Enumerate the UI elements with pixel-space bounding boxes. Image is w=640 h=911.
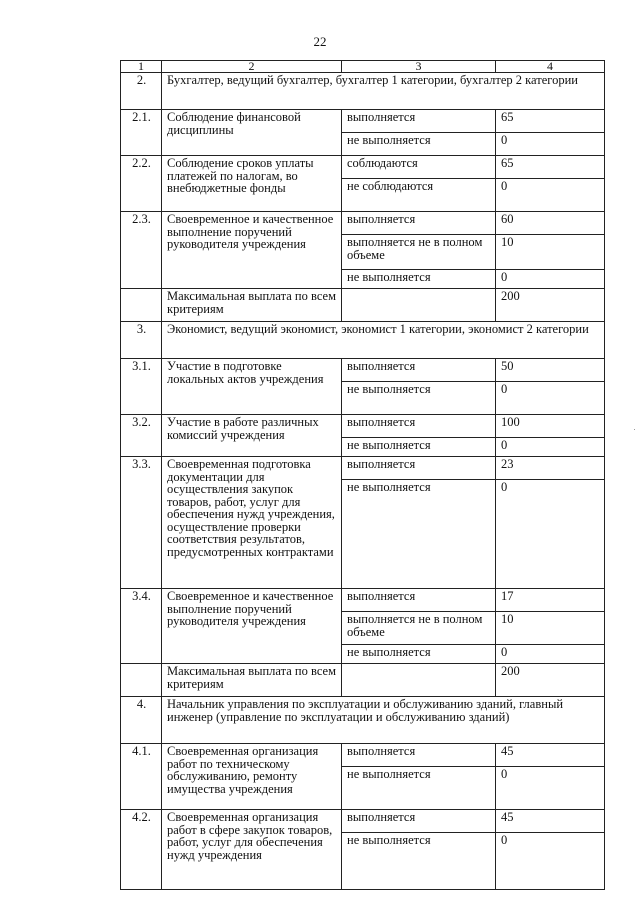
header-cell-4: 4 xyxy=(496,61,605,73)
criterion-row xyxy=(121,359,605,382)
points-cell: 10 xyxy=(496,235,605,270)
header-cell-3: 3 xyxy=(342,61,496,73)
points-cell: 0 xyxy=(496,382,605,415)
max-payment-row xyxy=(121,289,605,322)
section-row xyxy=(121,73,605,110)
points-cell: 10 xyxy=(496,612,605,645)
condition-cell: выполняется xyxy=(342,589,496,612)
header-row xyxy=(121,61,605,73)
points-cell: 0 xyxy=(496,133,605,156)
page-number: 22 xyxy=(313,34,327,49)
condition-cell: соблюдаются xyxy=(342,156,496,179)
criterion-text: Своевременная организация работ по техническому обслуживанию, ремонту имущества учреждения xyxy=(162,744,342,810)
section-number: 3. xyxy=(121,322,162,359)
criterion-number: 2.3. xyxy=(121,212,162,289)
max-payment-number xyxy=(121,664,162,697)
condition-cell: выполняется xyxy=(342,415,496,438)
condition-cell: не выполняется xyxy=(342,438,496,457)
section-title: Начальник управления по эксплуатации и обслуживанию зданий, главный инженер (управление по эксплуатации и обслуживанию зданий) xyxy=(162,697,605,744)
max-payment-label: Максимальная выплата по всем критериям xyxy=(162,289,342,322)
section-title: Бухгалтер, ведущий бухгалтер, бухгалтер 1 категории, бухгалтер 2 категории xyxy=(162,73,605,110)
criterion-row xyxy=(121,415,605,438)
condition-cell: выполняется xyxy=(342,744,496,767)
condition-cell: не выполняется xyxy=(342,382,496,415)
condition-cell: выполняется xyxy=(342,359,496,382)
criterion-row xyxy=(121,589,605,612)
criterion-row xyxy=(121,110,605,133)
section-row xyxy=(121,697,605,744)
points-cell: 23 xyxy=(496,457,605,480)
criterion-row xyxy=(121,457,605,480)
points-cell: 60 xyxy=(496,212,605,235)
condition-cell: выполняется xyxy=(342,810,496,833)
criterion-number: 2.2. xyxy=(121,156,162,212)
scan-speck xyxy=(634,429,635,430)
points-cell: 0 xyxy=(496,767,605,810)
criteria-table xyxy=(120,60,605,890)
max-payment-row xyxy=(121,664,605,697)
max-payment-condition xyxy=(342,664,496,697)
condition-cell: не выполняется xyxy=(342,133,496,156)
points-cell: 65 xyxy=(496,156,605,179)
points-cell: 0 xyxy=(496,438,605,457)
section-title: Экономист, ведущий экономист, экономист 1 категории, экономист 2 категории xyxy=(162,322,605,359)
criterion-text: Соблюдение сроков уплаты платежей по налогам, во внебюджетные фонды xyxy=(162,156,342,212)
points-cell: 45 xyxy=(496,810,605,833)
points-cell: 0 xyxy=(496,645,605,664)
max-payment-label: Максимальная выплата по всем критериям xyxy=(162,664,342,697)
criterion-row xyxy=(121,156,605,179)
points-cell: 0 xyxy=(496,833,605,890)
points-cell: 17 xyxy=(496,589,605,612)
points-cell: 0 xyxy=(496,270,605,289)
condition-cell: не выполняется xyxy=(342,270,496,289)
criterion-number: 3.1. xyxy=(121,359,162,415)
section-row xyxy=(121,322,605,359)
max-payment-number xyxy=(121,289,162,322)
criterion-text: Своевременное и качественное выполнение поручений руководителя учреждения xyxy=(162,589,342,664)
condition-cell: выполняется не в полном объеме xyxy=(342,612,496,645)
points-cell: 0 xyxy=(496,179,605,212)
criteria-table-body xyxy=(121,61,605,890)
condition-cell: не выполняется xyxy=(342,480,496,589)
max-payment-points: 200 xyxy=(496,289,605,322)
condition-cell: выполняется xyxy=(342,457,496,480)
header-cell-1: 1 xyxy=(121,61,162,73)
criterion-number: 3.4. xyxy=(121,589,162,664)
condition-cell: не выполняется xyxy=(342,767,496,810)
points-cell: 45 xyxy=(496,744,605,767)
criterion-number: 4.2. xyxy=(121,810,162,890)
points-cell: 100 xyxy=(496,415,605,438)
criterion-number: 3.3. xyxy=(121,457,162,589)
header-cell-2: 2 xyxy=(162,61,342,73)
condition-cell: выполняется xyxy=(342,110,496,133)
section-number: 2. xyxy=(121,73,162,110)
criterion-text: Своевременная подготовка документации для осуществления закупок товаров, работ, услуг для обеспечения нужд учреждения, осуществление проверки соответствия результатов, предусмотренных контрактами xyxy=(162,457,342,589)
section-number: 4. xyxy=(121,697,162,744)
criterion-number: 2.1. xyxy=(121,110,162,156)
criterion-text: Своевременная организация работ в сфере закупок товаров, работ, услуг для обеспечения нужд учреждения xyxy=(162,810,342,890)
condition-cell: не выполняется xyxy=(342,645,496,664)
condition-cell: выполняется не в полном объеме xyxy=(342,235,496,270)
condition-cell: выполняется xyxy=(342,212,496,235)
max-payment-points: 200 xyxy=(496,664,605,697)
points-cell: 0 xyxy=(496,480,605,589)
max-payment-condition xyxy=(342,289,496,322)
criterion-row xyxy=(121,810,605,833)
points-cell: 50 xyxy=(496,359,605,382)
criterion-row xyxy=(121,744,605,767)
condition-cell: не выполняется xyxy=(342,833,496,890)
criterion-text: Участие в подготовке локальных актов учреждения xyxy=(162,359,342,415)
criterion-number: 4.1. xyxy=(121,744,162,810)
criterion-text: Участие в работе различных комиссий учреждения xyxy=(162,415,342,457)
points-cell: 65 xyxy=(496,110,605,133)
criterion-row xyxy=(121,212,605,235)
criterion-text: Своевременное и качественное выполнение поручений руководителя учреждения xyxy=(162,212,342,289)
condition-cell: не соблюдаются xyxy=(342,179,496,212)
criterion-number: 3.2. xyxy=(121,415,162,457)
criterion-text: Соблюдение финансовой дисциплины xyxy=(162,110,342,156)
